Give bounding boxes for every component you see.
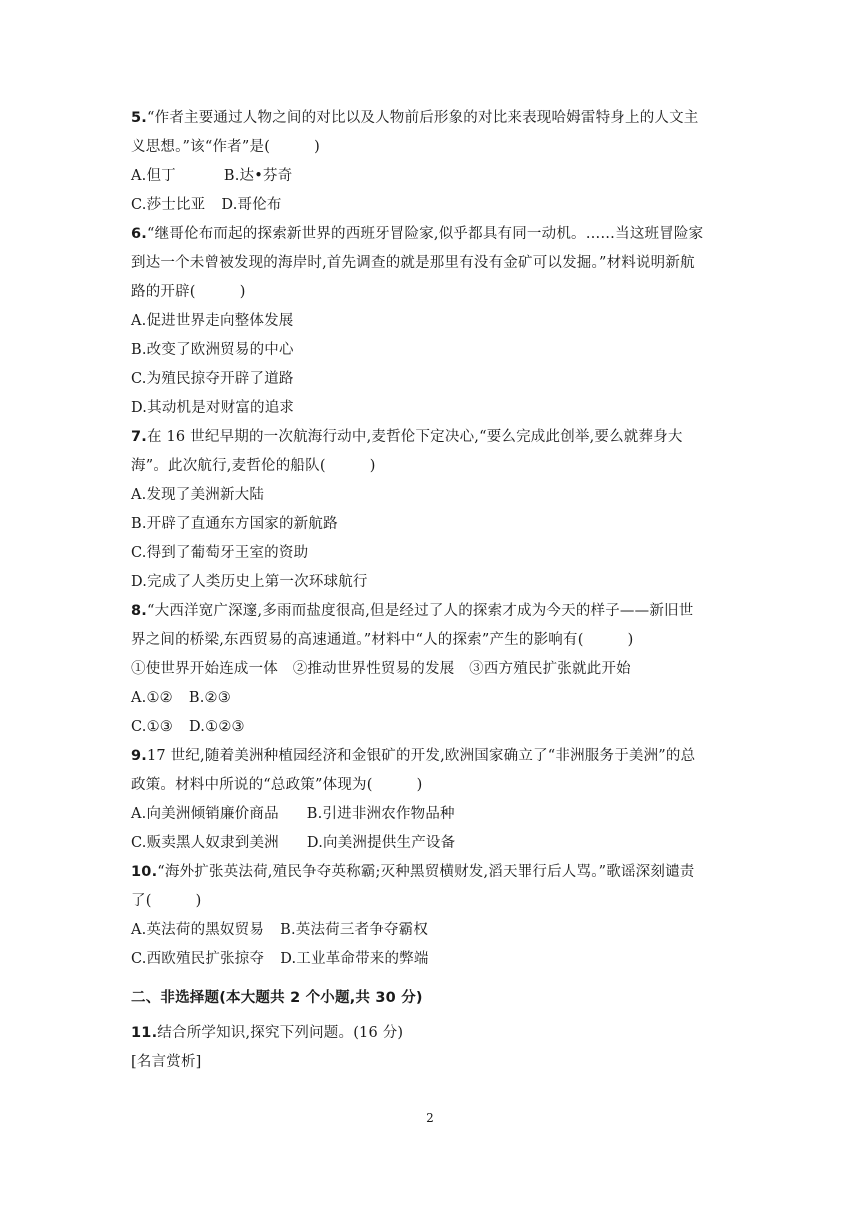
q5-stem-line2: 义思想。”该“作者”是( ): [131, 139, 321, 155]
q10-option-c: C.西欧殖民扩张掠夺: [131, 951, 265, 967]
q6-stem-line1: 6.“继哥伦布而起的探索新世界的西班牙冒险家,似乎都具有同一动机。……当这班冒险家: [131, 226, 704, 242]
q7-number: 7.: [131, 429, 147, 445]
q7-option-b: B.开辟了直通东方国家的新航路: [131, 516, 338, 532]
q10-options-row2: [131, 949, 429, 969]
q9-option-a: A.向美洲倾销廉价商品: [131, 806, 279, 822]
q8-number: 8.: [131, 603, 147, 619]
q10-options-row1: [131, 920, 428, 940]
q8-options-row1: [131, 688, 231, 708]
q11-number: 11.: [131, 1025, 158, 1041]
q10-number: 10.: [131, 864, 158, 880]
q10-option-d: D.工业革命带来的弊端: [280, 951, 429, 967]
q10-stem-line2: 了( ): [131, 893, 202, 909]
q8-option-c: C.①③: [131, 719, 173, 735]
q10-option-b: B.英法荷三者争夺霸权: [280, 922, 429, 938]
q6-stem-line3: 路的开辟( ): [131, 284, 246, 300]
q9-stem-line2: 政策。材料中所说的“总政策”体现为( ): [131, 777, 423, 793]
q8-stem-line1: 8.“大西洋宽广深邃,多雨而盐度很高,但是经过了人的探索才成为今天的样子——新旧世: [131, 603, 694, 619]
q5-option-a: A.但丁: [131, 168, 176, 184]
q6-option-c: C.为殖民掠夺开辟了道路: [131, 371, 294, 387]
q8-option-b: B.②③: [188, 690, 231, 706]
q6-number: 6.: [131, 226, 147, 242]
section2-heading: 二、非选择题(本大题共 2 个小题,共 30 分): [131, 990, 423, 1006]
q8-option-d: D.①②③: [189, 719, 245, 735]
q6-option-b: B.改变了欧洲贸易的中心: [131, 342, 294, 358]
q9-number: 9.: [131, 748, 147, 764]
q6-stem-line2: 到达一个未曾被发现的海岸时,首先调查的就是那里有没有金矿可以发掘。”材料说明新航: [131, 255, 695, 271]
q7-option-a: A.发现了美洲新大陆: [131, 487, 265, 503]
q9-options-row2: [131, 833, 455, 853]
q7-option-d: D.完成了人类历史上第一次环球航行: [131, 574, 368, 590]
q11-stem: 11.结合所学知识,探究下列问题。(16 分): [131, 1025, 404, 1041]
q5-stem-line1: 5.“作者主要通过人物之间的对比以及人物前后形象的对比来表现哈姆雷特身上的人文主: [131, 110, 699, 126]
q8-option-a: A.①②: [131, 690, 173, 706]
q7-stem-line2: 海”。此次航行,麦哲伦的船队( ): [131, 458, 376, 474]
q6-option-d: D.其动机是对财富的追求: [131, 400, 295, 416]
q9-options-row1: [131, 804, 455, 824]
q8-items: ①使世界开始连成一体 ②推动世界性贸易的发展 ③西方殖民扩张就此开始: [131, 661, 631, 677]
q5-number: 5.: [131, 110, 147, 126]
q5-options-row1: [131, 166, 292, 186]
q9-stem-line1: 9.17 世纪,随着美洲种植园经济和金银矿的开发,欧洲国家确立了“非洲服务于美洲”的总: [131, 748, 696, 764]
q11-sub-heading: [名言赏析]: [131, 1054, 202, 1070]
q5-option-d: D.哥伦布: [221, 197, 282, 213]
q5-option-b: B.达•芬奇: [223, 168, 293, 184]
q9-option-c: C.贩卖黑人奴隶到美洲: [131, 835, 279, 851]
q10-option-a: A.英法荷的黑奴贸易: [131, 922, 265, 938]
q8-options-row2: [131, 717, 245, 737]
q8-stem-line2: 界之间的桥梁,东西贸易的高速通道。”材料中“人的探索”产生的影响有( ): [131, 632, 634, 648]
q5-option-c: C.莎士比亚: [131, 197, 206, 213]
q7-option-c: C.得到了葡萄牙王室的资助: [131, 545, 309, 561]
q9-option-b: B.引进非洲农作物品种: [306, 806, 455, 822]
q9-option-d: D.向美洲提供生产设备: [306, 835, 456, 851]
q10-stem-line1: 10.“海外扩张英法荷,殖民争夺英称霸;灭种黑贸横财发,滔天罪行后人骂。”歌谣深刻谴责: [131, 864, 695, 880]
page-number: 2: [426, 1111, 434, 1125]
q6-option-a: A.促进世界走向整体发展: [131, 313, 294, 329]
q7-stem-line1: 7.在 16 世纪早期的一次航海行动中,麦哲伦下定决心,“要么完成此创举,要么就葬身大: [131, 429, 683, 445]
q5-options-row2: [131, 195, 282, 215]
